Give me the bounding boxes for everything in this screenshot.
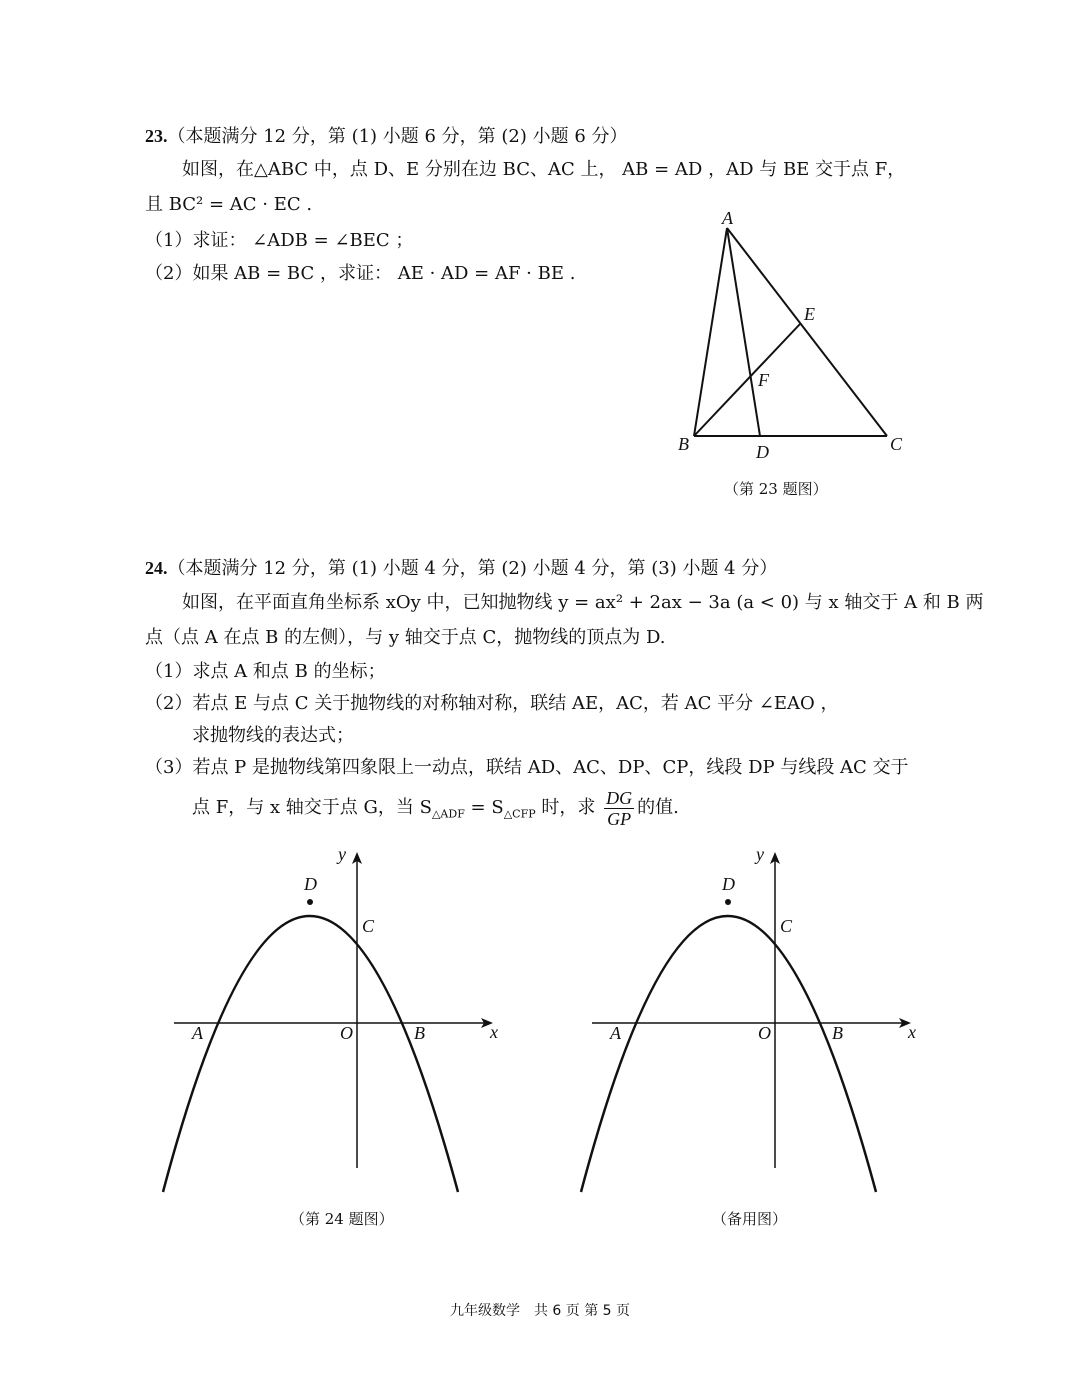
q24-part3-eq: = S <box>464 797 504 818</box>
q23-caption: （第 23 题图） <box>724 480 828 498</box>
q24-figure-main <box>150 840 510 1200</box>
q24-part3-sub2: △CFP <box>503 807 536 821</box>
q24-part2-line1: （2）若点 E 与点 C 关于抛物线的对称轴对称，联结 AE，AC，若 AC 平分 ∠EAO ， <box>145 693 839 714</box>
q23-number: 23. <box>145 126 168 146</box>
q24-number: 24. <box>145 558 168 578</box>
q24-part2-line2: 求抛物线的表达式； <box>192 725 354 746</box>
q24-main-label-O: O <box>340 1023 353 1043</box>
q24-caption-spare: （备用图） <box>712 1210 788 1228</box>
q24-main-parabola <box>163 916 458 1192</box>
q24-part3-sub1: △ADF <box>431 807 465 821</box>
q23-header-line <box>145 124 628 149</box>
q23-header: （本题满分 12 分，第 (1) 小题 6 分，第 (2) 小题 6 分） <box>167 126 628 147</box>
q23-segment-AD <box>727 228 760 436</box>
q24-main-label-x: x <box>490 1022 498 1042</box>
q24-spare-label-B: B <box>832 1023 843 1043</box>
q24-main-label-D: D <box>304 874 317 894</box>
q23-label-D: D <box>756 442 769 462</box>
q24-part3-text-a: 点 F，与 x 轴交于点 G，当 S <box>192 797 432 818</box>
q24-spare-label-O: O <box>758 1023 771 1043</box>
q24-main-vertex-D <box>307 899 313 905</box>
q24-spare-label-y: y <box>756 844 764 864</box>
q24-part3-text-b: 时，求 <box>535 797 596 818</box>
q23-label-F: F <box>758 370 769 390</box>
q24-stem-line2: 点（点 A 在点 B 的左侧），与 y 轴交于点 C，抛物线的顶点为 D. <box>145 627 666 648</box>
q23-label-B: B <box>678 434 689 454</box>
q24-spare-label-x: x <box>908 1022 916 1042</box>
q23-figure <box>660 200 920 470</box>
q24-fraction <box>604 788 634 829</box>
q24-figure-spare <box>568 840 928 1200</box>
q24-spare-parabola <box>581 916 876 1192</box>
q24-header: （本题满分 12 分，第 (1) 小题 4 分，第 (2) 小题 4 分，第 (3) 小题 4 分） <box>167 558 778 579</box>
q24-part3-line1: （3）若点 P 是抛物线第四象限上一动点，联结 AD、AC、DP、CP，线段 DP 与线段 AC 交于 <box>145 757 909 778</box>
q23-side-AB <box>694 228 727 436</box>
q24-fraction-numerator: DG <box>606 787 633 808</box>
q24-caption-main: （第 24 题图） <box>290 1210 394 1228</box>
q24-spare-label-A: A <box>610 1023 621 1043</box>
q24-part3-text-c: 的值. <box>637 797 679 818</box>
q24-main-label-y: y <box>338 844 346 864</box>
q23-side-AC <box>727 228 887 436</box>
q24-main-label-B: B <box>414 1023 425 1043</box>
q23-part1: （1）求证： ∠ADB = ∠BEC ； <box>145 230 414 251</box>
q24-part3-line2 <box>192 786 679 837</box>
q23-label-C: C <box>890 434 903 454</box>
q23-label-A: A <box>722 208 733 228</box>
page-footer: 九年级数学 共 6 页 第 5 页 <box>449 1303 631 1319</box>
q24-part1: （1）求点 A 和点 B 的坐标； <box>145 661 386 682</box>
q24-spare-vertex-D <box>725 899 731 905</box>
q24-main-label-C: C <box>362 916 375 936</box>
q23-stem-line2: 且 BC² = AC · EC . <box>145 194 313 215</box>
q24-main-label-A: A <box>192 1023 203 1043</box>
q24-stem-line1: 如图，在平面直角坐标系 xOy 中，已知抛物线 y = ax² + 2ax − 3a (a < 0) 与 x 轴交于 A 和 B 两 <box>182 592 984 613</box>
q23-part2: （2）如果 AB = BC ，求证： AE · AD = AF · BE . <box>145 263 576 284</box>
q24-header-line <box>145 556 777 581</box>
q24-spare-label-C: C <box>780 916 793 936</box>
q23-label-E: E <box>804 304 815 324</box>
q24-fraction-denominator: GP <box>607 808 632 829</box>
q23-stem-line1: 如图，在△ABC 中，点 D、E 分别在边 BC、AC 上， AB = AD ，AD 与 BE 交于点 F， <box>182 159 906 180</box>
q24-spare-label-D: D <box>722 874 735 894</box>
